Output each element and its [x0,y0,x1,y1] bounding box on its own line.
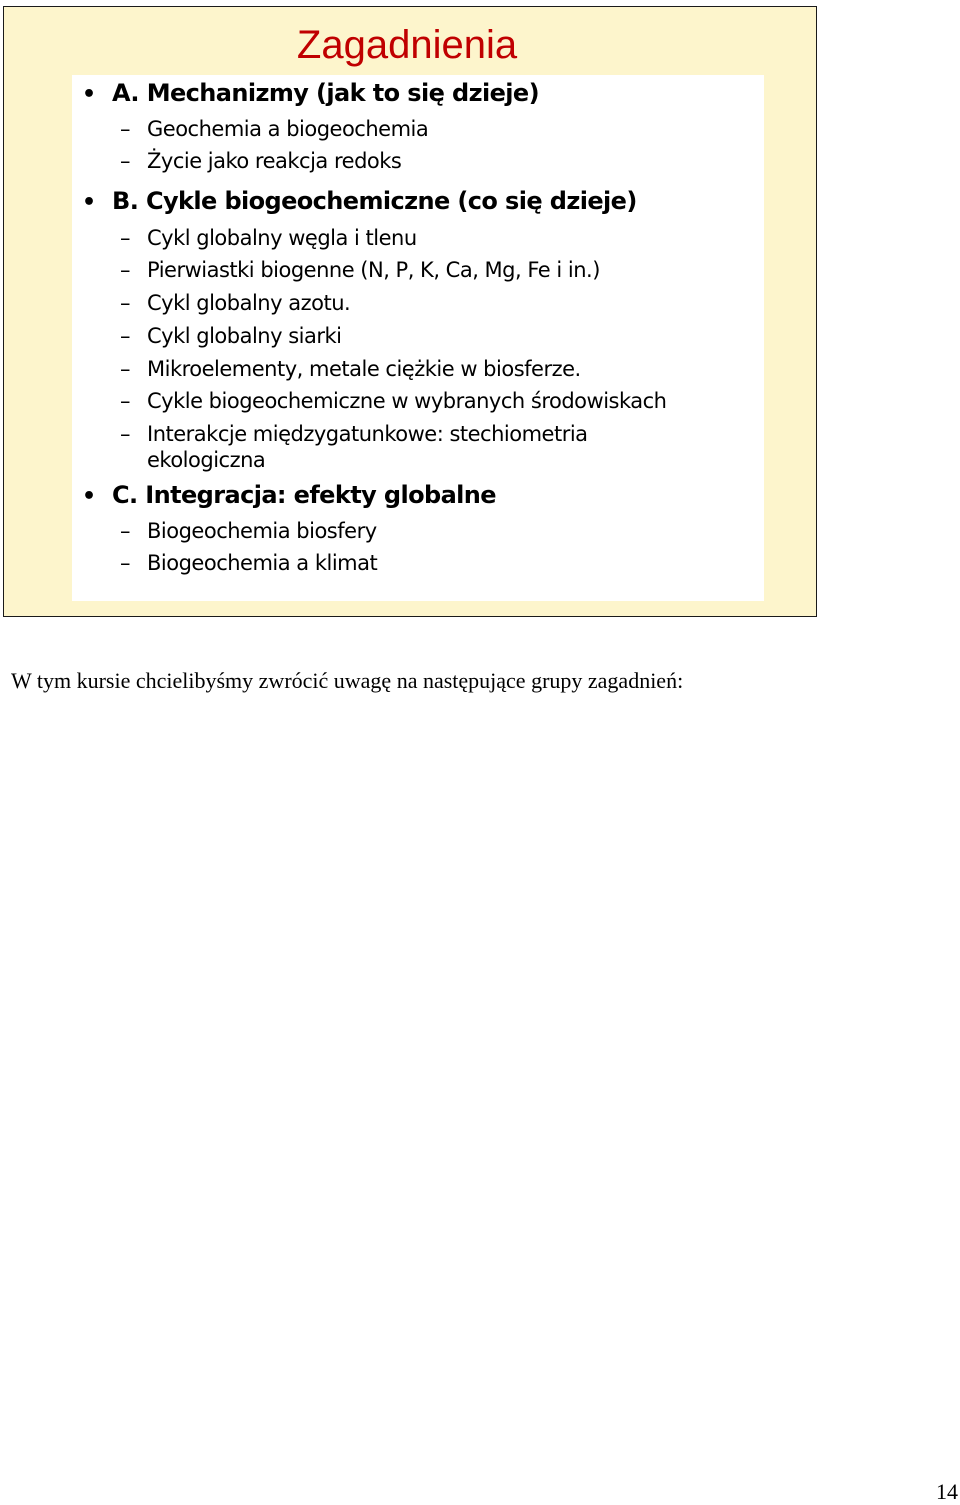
slide-title: Zagadnienia [296,23,518,67]
section-b-item-continuation: ekologiczna [147,448,266,472]
bullet-icon: • [82,484,96,509]
section-b-heading: • B. Cykle biogeochemiczne (co się dzieje) [82,187,637,215]
slide [3,6,817,617]
dash-icon: – [120,389,130,413]
dash-icon: – [120,291,130,315]
section-b-item: – Cykl globalny siarki [120,324,342,348]
section-b-item: – Pierwiastki biogenne (N, P, K, Ca, Mg, Fe i in.) [120,258,600,282]
dash-icon: – [120,226,130,250]
section-b-item: – Cykle biogeochemiczne w wybranych środowiskach [120,389,667,413]
section-b-item: – Mikroelementy, metale ciężkie w biosferze. [120,357,581,381]
dash-icon: – [120,551,130,575]
dash-icon: – [120,324,130,348]
section-c-heading: • C. Integracja: efekty globalne [82,481,496,509]
section-a-heading: • A. Mechanizmy (jak to się dzieje) [82,79,539,107]
section-c-item: – Biogeochemia a klimat [120,551,378,575]
dash-icon: – [120,258,130,282]
dash-icon: – [120,149,130,173]
section-b-item: – Cykl globalny azotu. [120,291,351,315]
dash-icon: – [120,422,130,446]
dash-icon: – [120,117,130,141]
caption-text: W tym kursie chcielibyśmy zwrócić uwagę na następujące grupy zagadnień: [11,668,684,693]
section-c-item: – Biogeochemia biosfery [120,519,377,543]
dash-icon: – [120,519,130,543]
section-b-item: – Cykl globalny węgla i tlenu [120,226,417,250]
slide-content-box [72,75,764,601]
section-a-item: – Geochemia a biogeochemia [120,117,429,141]
page-number: 14 [936,1479,958,1504]
bullet-icon: • [82,190,96,215]
dash-icon: – [120,357,130,381]
section-b-item: – Interakcje międzygatunkowe: stechiometria [120,422,588,446]
section-a-item: – Życie jako reakcja redoks [120,149,402,173]
bullet-icon: • [82,82,96,107]
